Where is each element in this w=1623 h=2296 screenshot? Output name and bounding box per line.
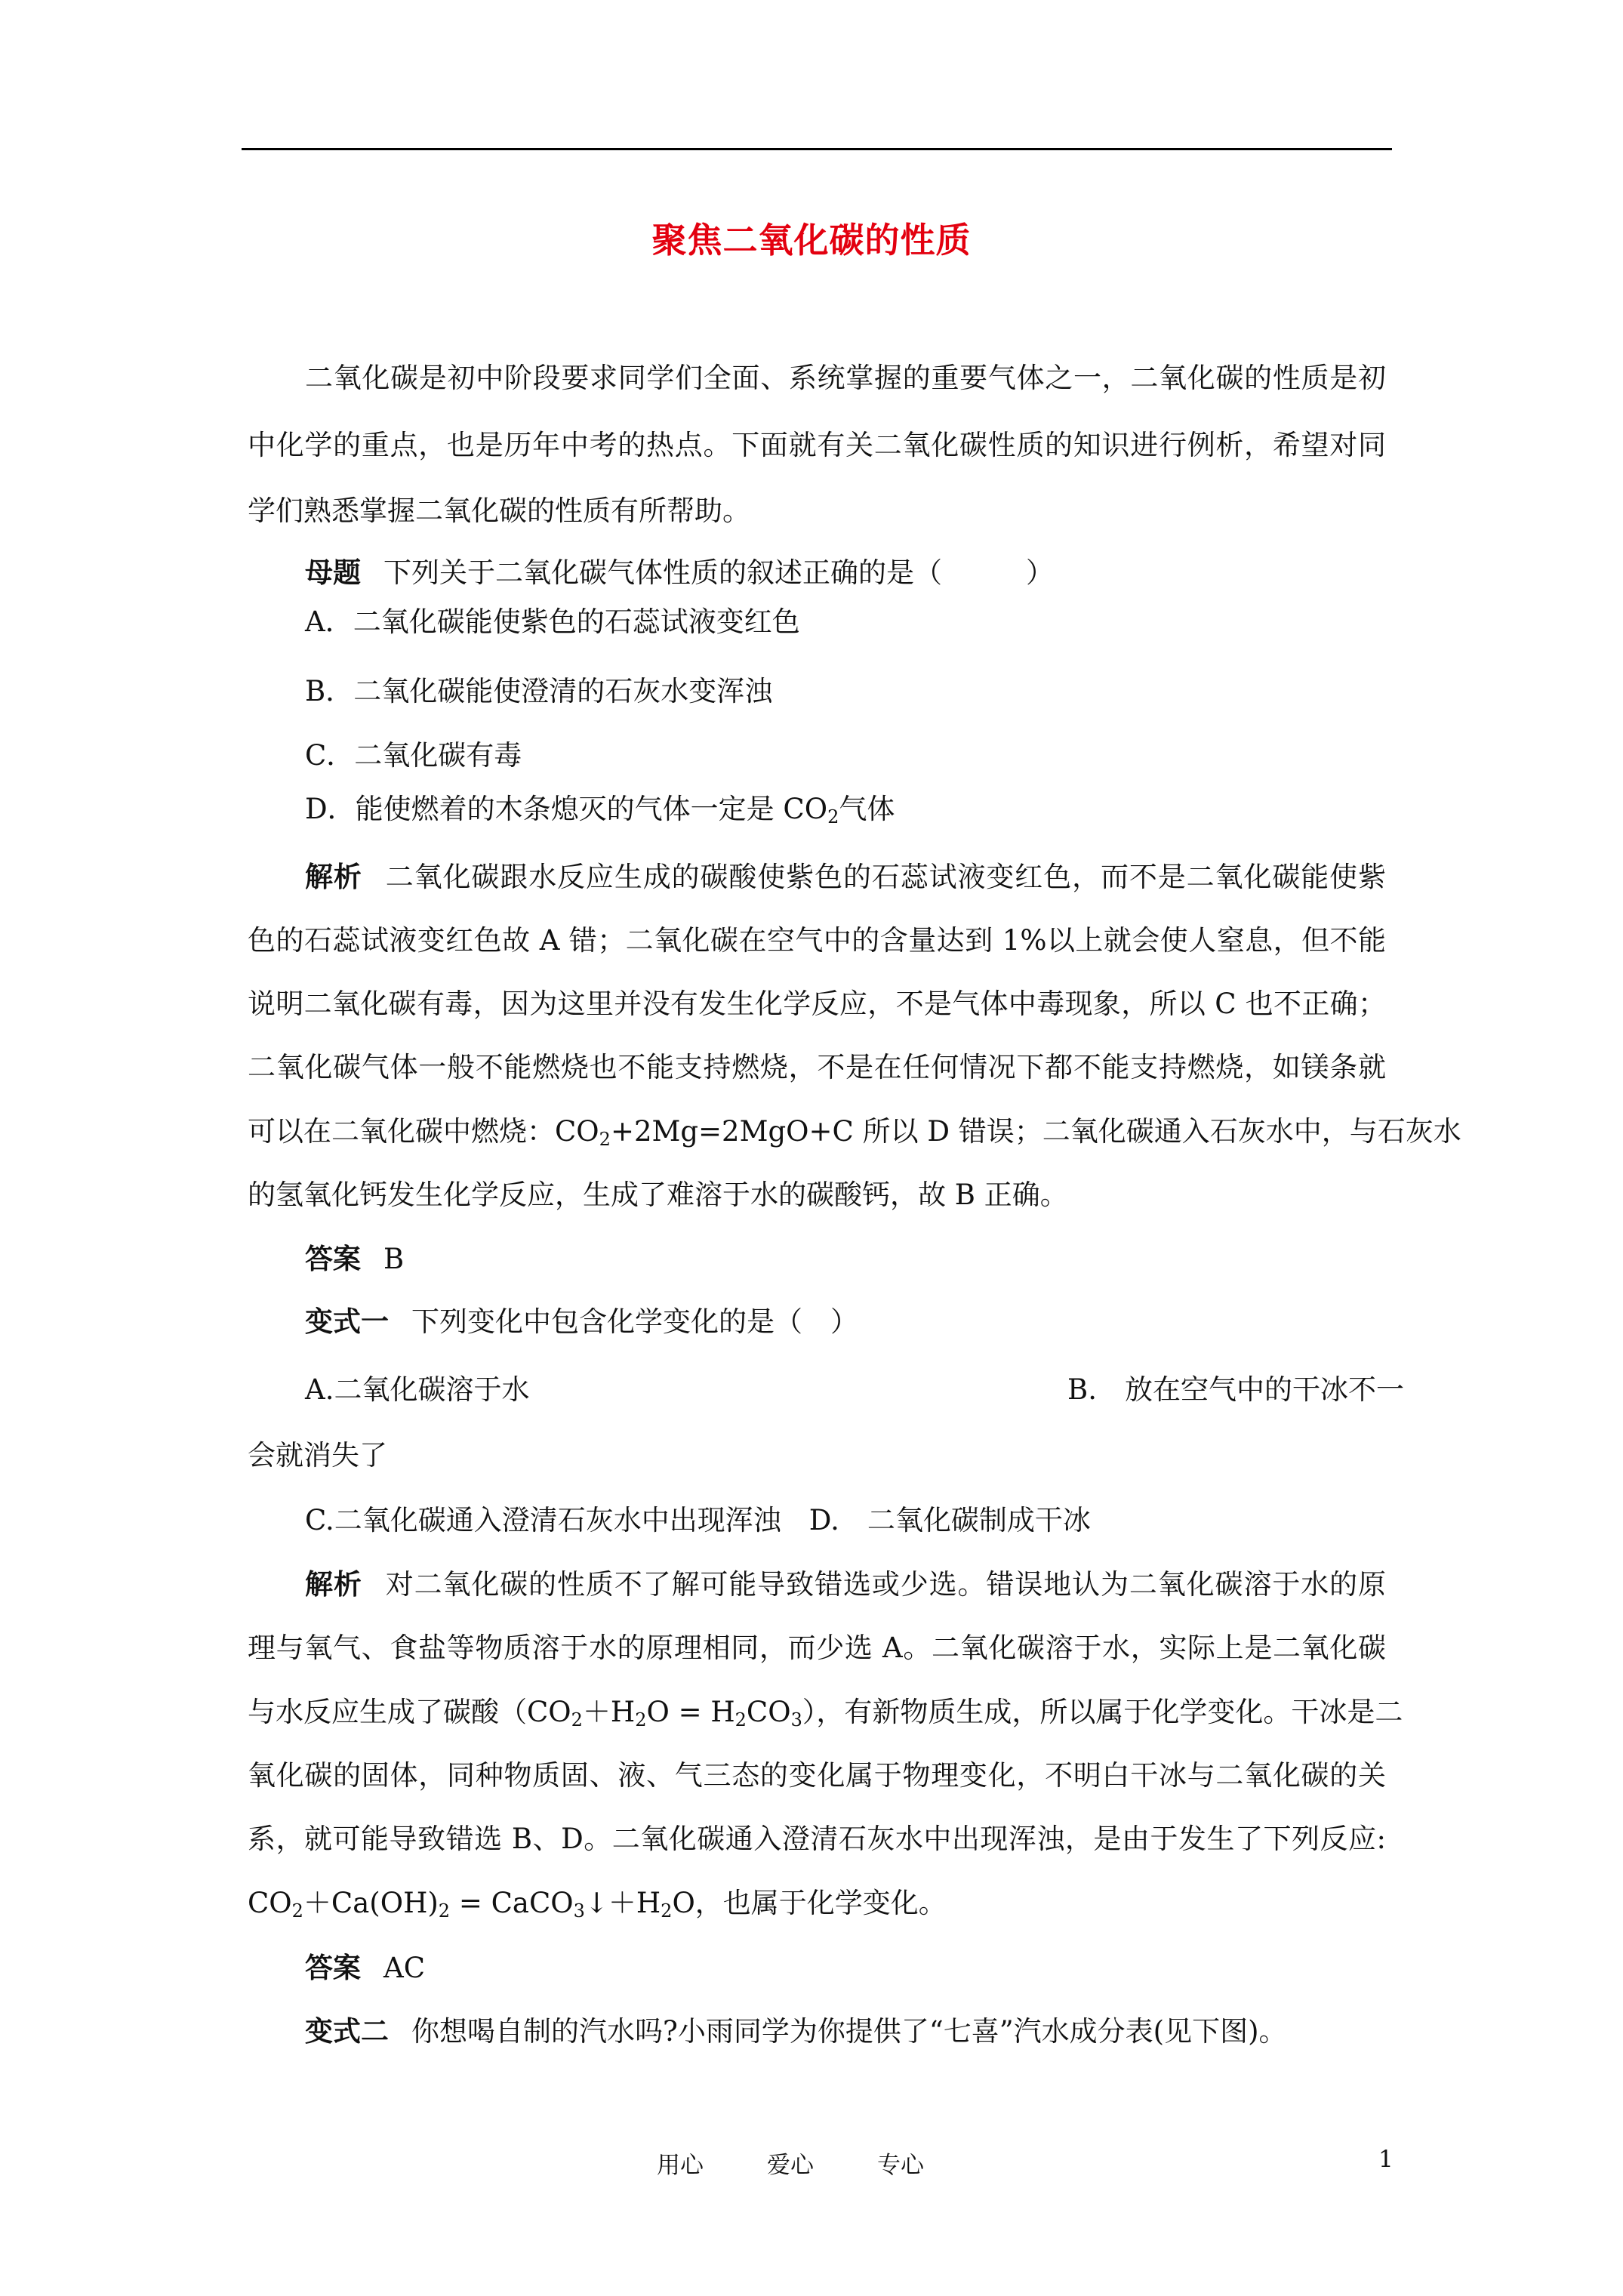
analysis-2-label: 解析 bbox=[305, 1567, 362, 1601]
answer-1: 答案 B bbox=[305, 1242, 405, 1275]
q2-options-cd: C.二氧化碳通入澄清石灰水中出现浑浊 D. 二氧化碳制成干冰 bbox=[305, 1504, 1091, 1536]
option-a: A．二氧化碳能使紫色的石蕊试液变红色 bbox=[305, 606, 800, 638]
analysis-1-line-4: 二氧化碳气体一般不能燃烧也不能支持燃烧，不是在任何情况下都不能支持燃烧，如镁条就 bbox=[248, 1051, 1386, 1083]
question-1-stem: 下列关于二氧化碳气体性质的叙述正确的是（ ） bbox=[383, 556, 1054, 589]
option-b: B．二氧化碳能使澄清的石灰水变浑浊 bbox=[305, 675, 773, 707]
question-2: 变式一 下列变化中包含化学变化的是（ ） bbox=[305, 1305, 858, 1338]
analysis-2-line-6: $CO_2+Ca(OH)_2$ = $CaCO_3↓+H_2O$，也属于化学变化。 bbox=[248, 1887, 947, 1922]
q2-option-b-cont: 会就消失了 bbox=[248, 1439, 387, 1472]
analysis-1-line-3: 说明二氧化碳有毒，因为这里并没有发生化学反应，不是气体中毒现象，所以 C 也不正确； bbox=[248, 988, 1386, 1020]
question-2-label: 变式一 bbox=[305, 1305, 389, 1338]
answer-2: 答案 AC bbox=[305, 1951, 426, 1984]
footer-word-1: 用心 bbox=[657, 2152, 704, 2179]
q2-option-a: A.二氧化碳溶于水 bbox=[305, 1373, 530, 1406]
q2-option-b: B. 放在空气中的干冰不一 bbox=[1067, 1373, 1404, 1406]
analysis-2-line-3: 与水反应生成了碳酸$(CO_2+H_2O = H_2CO_3)$，有新物质生成，所以属于化学变化。干冰是二 bbox=[248, 1696, 1403, 1730]
intro-line-3: 学们熟悉掌握二氧化碳的性质有所帮助。 bbox=[248, 495, 750, 527]
analysis-1-label: 解析 bbox=[305, 860, 362, 893]
footer-word-2: 爱心 bbox=[767, 2152, 814, 2179]
question-3: 变式二 你想喝自制的汽水吗?小雨同学为你提供了“七喜”汽水成分表(见下图)。 bbox=[305, 2014, 1287, 2048]
option-c: C．二氧化碳有毒 bbox=[305, 739, 522, 772]
analysis-2-line-2: 理与氧气、食盐等物质溶于水的原理相同，而少选 A。二氧化碳溶于水，实际上是二氧化碳 bbox=[248, 1632, 1386, 1664]
analysis-1-line-1: 解析 二氧化碳跟水反应生成的碳酸使紫色的石蕊试液变红色，而不是二氧化碳能使紫 bbox=[305, 860, 1387, 893]
answer-1-label: 答案 bbox=[305, 1242, 361, 1275]
analysis-1-line-6: 的氢氧化钙发生化学反应，生成了难溶于水的碳酸钙，故 B 正确。 bbox=[248, 1179, 1068, 1211]
header-rule bbox=[242, 148, 1392, 150]
analysis-2-line-5: 系，就可能导致错选 B、D。二氧化碳通入澄清石灰水中出现浑浊，是由于发生了下列反应: bbox=[248, 1823, 1386, 1855]
intro-line-1: 二氧化碳是初中阶段要求同学们全面、系统掌握的重要气体之一，二氧化碳的性质是初 bbox=[305, 362, 1386, 394]
question-1 bbox=[305, 554, 1054, 591]
answer-2-label: 答案 bbox=[305, 1951, 361, 1984]
question-1-label: 母题 bbox=[305, 556, 361, 589]
analysis-1-line-5: 可以在二氧化碳中燃烧：$CO_2+2Mg=2MgO+C$ 所以 D 错误；二氧化碳通入石灰水中，与石灰水 bbox=[248, 1115, 1461, 1150]
question-3-label: 变式二 bbox=[305, 2014, 389, 2048]
intro-line-2: 中化学的重点，也是历年中考的热点。下面就有关二氧化碳性质的知识进行例析，希望对同 bbox=[248, 429, 1386, 461]
footer-word-3: 专心 bbox=[877, 2152, 924, 2179]
page-number: 1 bbox=[1378, 2146, 1394, 2173]
analysis-2-line-4: 氧化碳的固体，同种物质固、液、气三态的变化属于物理变化，不明白干冰与二氧化碳的关 bbox=[248, 1759, 1386, 1792]
analysis-1-line-2: 色的石蕊试液变红色故 A 错；二氧化碳在空气中的含量达到 1%以上就会使人窒息，但不能 bbox=[248, 924, 1386, 957]
analysis-2-line-1: 解析 对二氧化碳的性质不了解可能导致错选或少选。错误地认为二氧化碳溶于水的原 bbox=[305, 1567, 1387, 1601]
page-title: 聚焦二氧化碳的性质 bbox=[651, 220, 972, 260]
option-d: D．能使燃着的木条熄灭的气体一定是 $CO_2$气体 bbox=[305, 793, 895, 827]
